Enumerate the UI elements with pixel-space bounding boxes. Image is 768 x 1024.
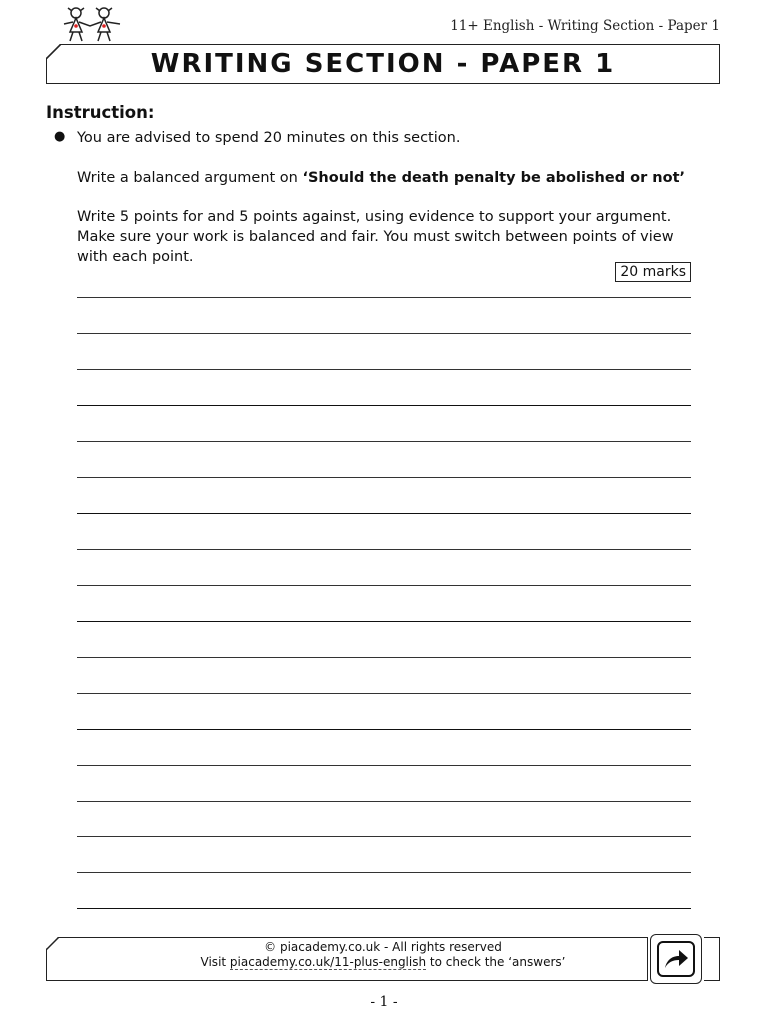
next-button-inner — [657, 941, 695, 977]
writing-line[interactable] — [77, 729, 691, 730]
writing-line[interactable] — [77, 549, 691, 550]
instruction-details: Write 5 points for and 5 points against, using evidence to support your argument. Make sure your work is balanced and fair. You must switch between points of view with each point. — [77, 209, 674, 265]
writing-line[interactable] — [77, 513, 691, 514]
writing-line[interactable] — [77, 621, 691, 622]
writing-line[interactable] — [77, 801, 691, 802]
page-title: WRITING SECTION - PAPER 1 — [150, 49, 616, 79]
instruction-time: You are advised to spend 20 minutes on this section. — [77, 130, 461, 146]
writing-line[interactable] — [77, 657, 691, 658]
visit-suffix: to check the ‘answers’ — [426, 955, 566, 969]
stick-figures-logo-icon — [60, 4, 126, 44]
writing-line[interactable] — [77, 333, 691, 334]
task-topic: ‘Should the death penalty be abolished or not’ — [302, 170, 686, 186]
running-header: 11+ English - Writing Section - Paper 1 — [450, 18, 720, 34]
footer-visit — [46, 955, 720, 969]
writing-line[interactable] — [77, 693, 691, 694]
writing-line[interactable] — [77, 765, 691, 766]
writing-line[interactable] — [77, 908, 691, 909]
writing-line[interactable] — [77, 836, 691, 837]
footer-copyright: © piacademy.co.uk - All rights reserved — [264, 940, 502, 954]
writing-line[interactable] — [77, 585, 691, 586]
writing-line[interactable] — [77, 405, 691, 406]
instruction-heading: Instruction: — [46, 103, 155, 122]
writing-line[interactable] — [77, 872, 691, 873]
visit-prefix: Visit — [200, 955, 230, 969]
footer-side-tab — [704, 937, 720, 981]
writing-line[interactable] — [77, 369, 691, 370]
bullet-icon: ● — [54, 129, 66, 144]
share-arrow-icon — [663, 948, 689, 970]
task-prefix: Write a balanced argument on — [77, 170, 303, 186]
marks-badge: 20 marks — [615, 262, 691, 282]
instruction-task — [77, 168, 697, 188]
writing-line[interactable] — [77, 477, 691, 478]
writing-line[interactable] — [77, 297, 691, 298]
answers-link[interactable]: piacademy.co.uk/11-plus-english — [229, 955, 427, 969]
page-number: - 1 - — [370, 994, 398, 1010]
next-page-button[interactable] — [650, 934, 702, 984]
writing-line[interactable] — [77, 441, 691, 442]
